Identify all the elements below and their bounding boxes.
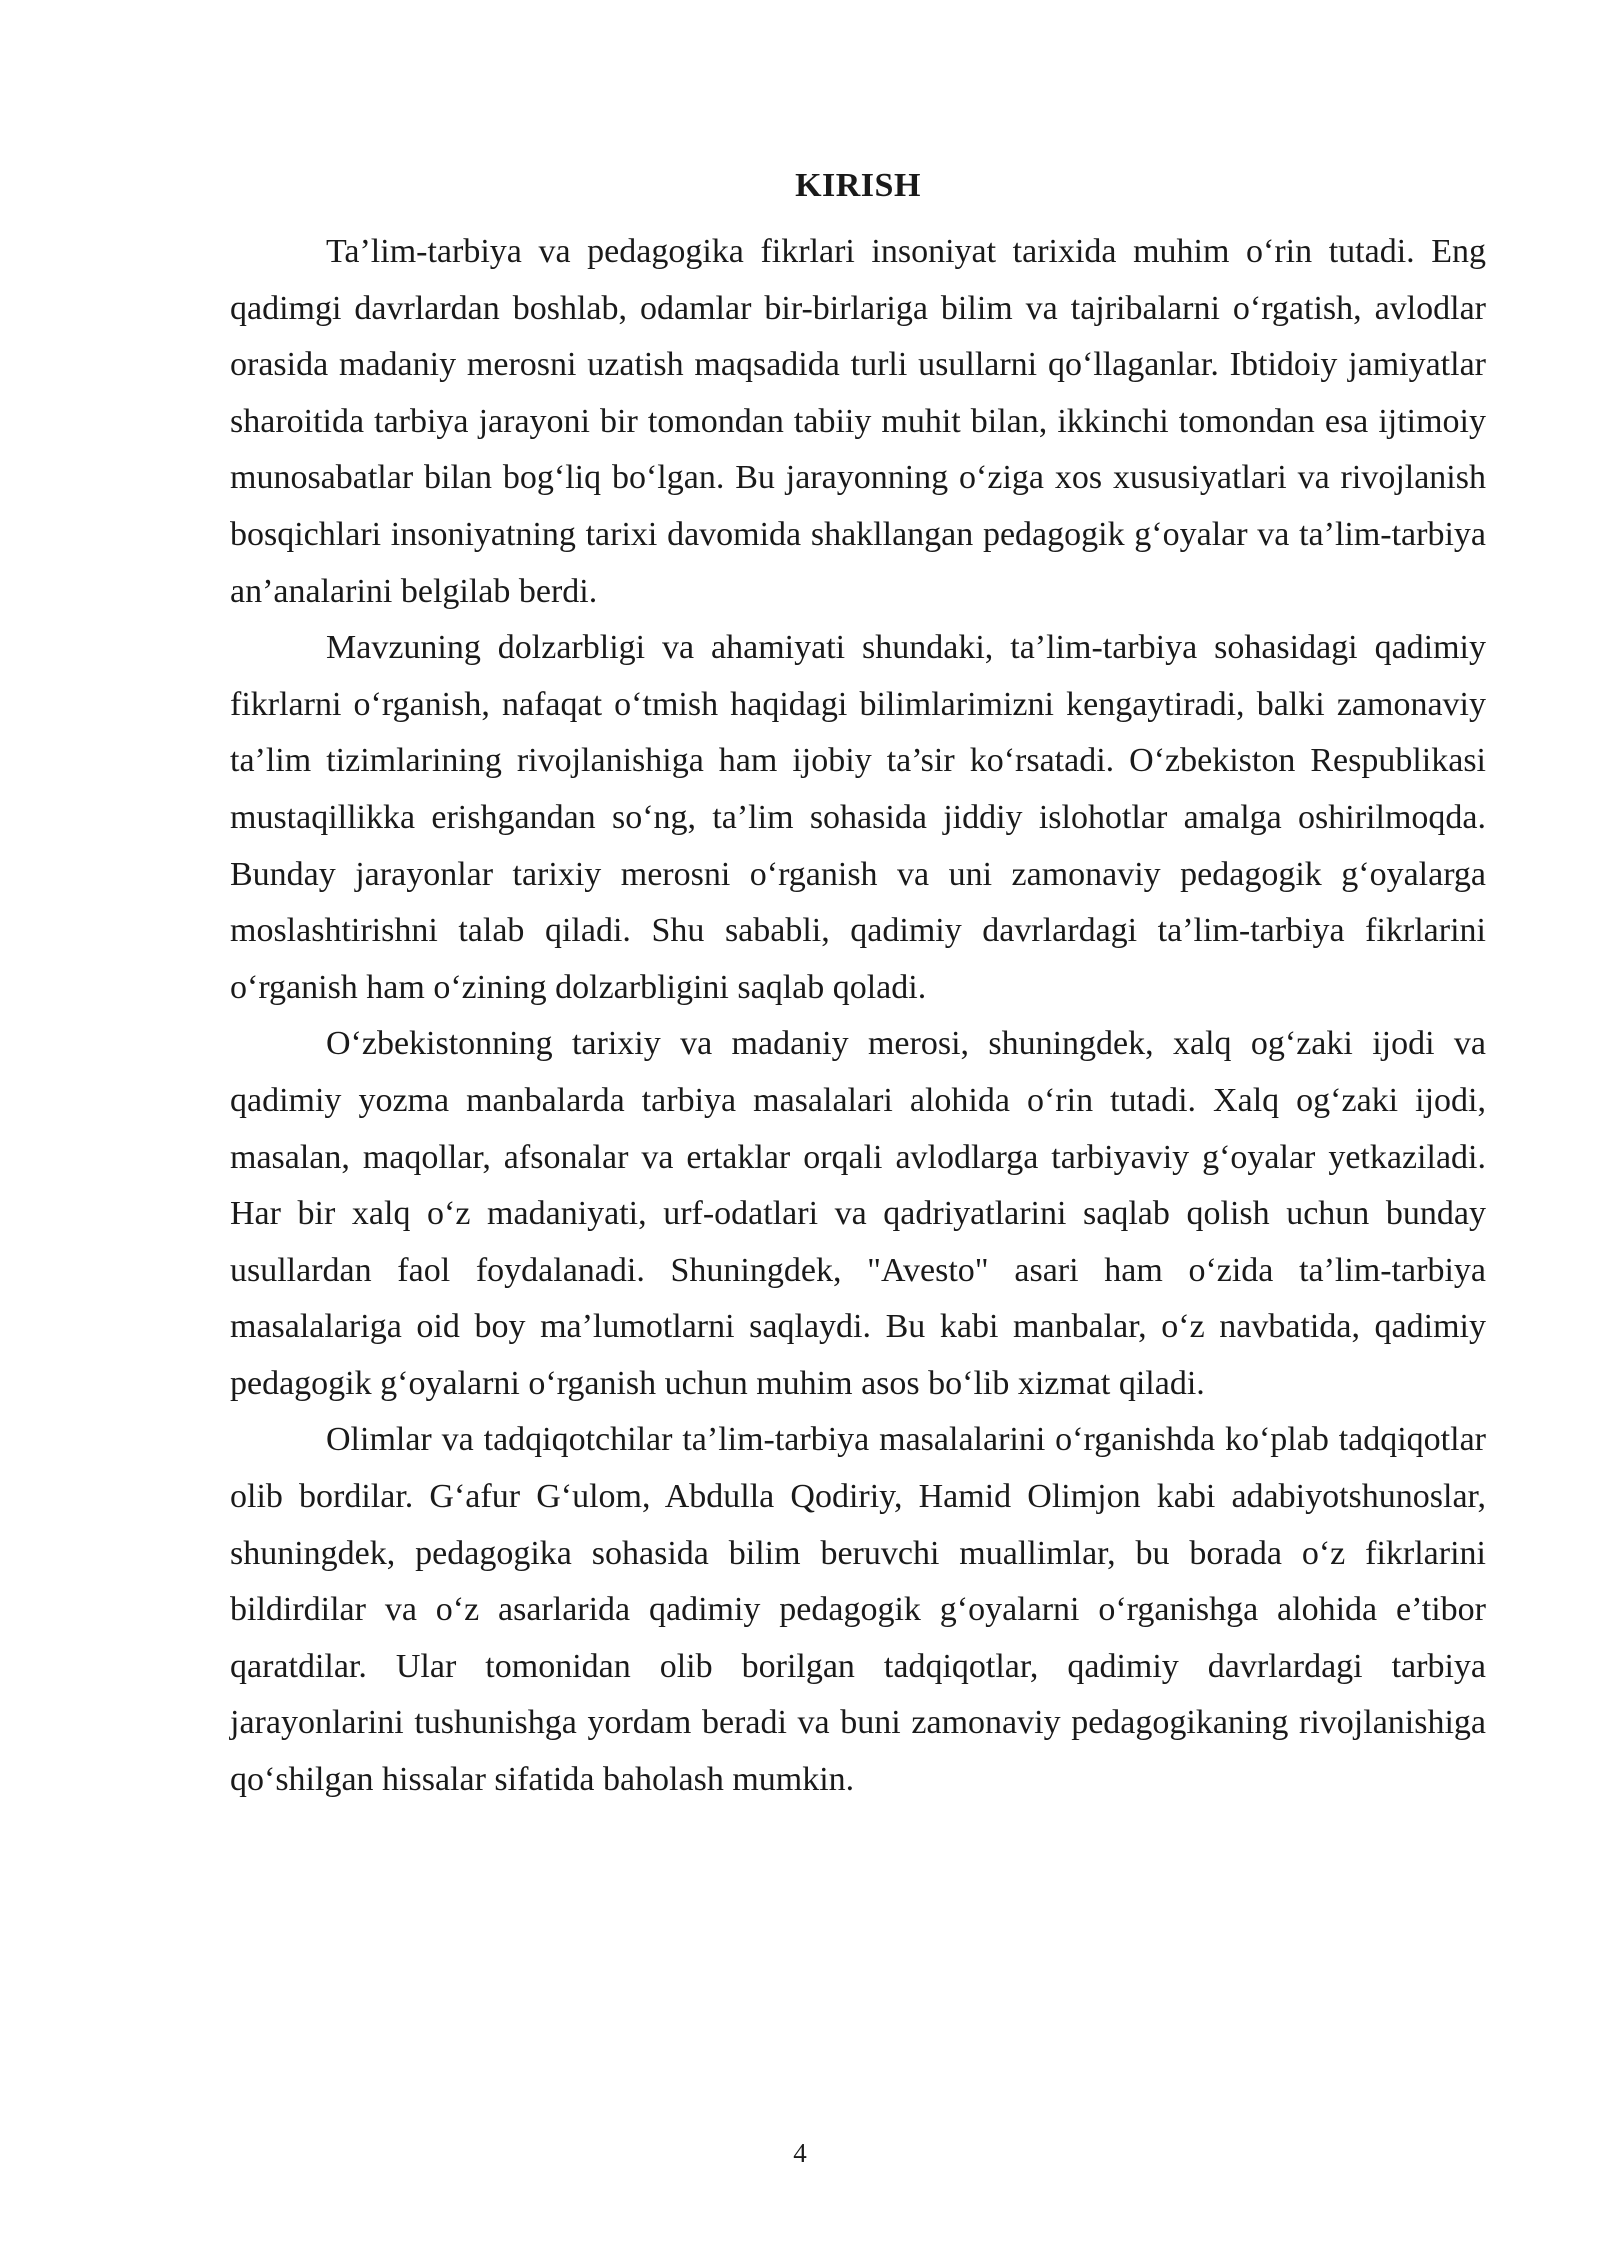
page-number: 4 (793, 2138, 807, 2168)
document-page (230, 160, 1486, 1809)
paragraph-relevance: Mavzuning dolzarbligi va ahamiyati shundaki, ta’lim-tarbiya sohasidagi qadimiy fikrlarni o‘rganish, nafaqat o‘tmish haqidagi bilimlarimizni kengaytiradi, balki zamonaviy ta’lim tizimlarining rivojlanishiga ham ijobiy ta’sir ko‘rsatadi. O‘zbekiston Respublikasi mustaqillikka erishgandan so‘ng, ta’lim sohasida jiddiy islohotlar amalga oshirilmoqda. Bunday jarayonlar tarixiy merosni o‘rganish va uni zamonaviy pedagogik g‘oyalarga moslashtirishni talab qiladi. Shu sababli, qadimiy davrlardagi ta’lim-tarbiya fikrlarini o‘rganish ham o‘zining dolzarbligini saqlab qoladi. (230, 629, 1486, 1006)
paragraph-heritage: O‘zbekistonning tarixiy va madaniy merosi, shuningdek, xalq og‘zaki ijodi va qadimiy yozma manbalarda tarbiya masalalari alohida o‘rin tutadi. Xalq og‘zaki ijodi, masalan, maqollar, afsonalar va ertaklar orqali avlodlarga tarbiyaviy g‘oyalar yetkaziladi. Har bir xalq o‘z madaniyati, urf-odatlari va qadriyatlarini saqlab qolish uchun bunday usullardan faol foydalanadi. Shuningdek, "Avesto" asari ham o‘zida ta’lim-tarbiya masalalariga oid boy ma’lumotlarni saqlaydi. Bu kabi manbalar, o‘z navbatida, qadimiy pedagogik g‘oyalarni o‘rganish uchun muhim asos bo‘lib xizmat qiladi. (230, 1025, 1486, 1402)
paragraph-intro: Ta’lim-tarbiya va pedagogika fikrlari insoniyat tarixida muhim o‘rin tutadi. Eng qadimgi davrlardan boshlab, odamlar bir-birlariga bilim va tajribalarni o‘rgatish, avlodlar orasida madaniy merosni uzatish maqsadida turli usullarni qo‘llaganlar. Ibtidoiy jamiyatlar sharoitida tarbiya jarayoni bir tomondan tabiiy muhit bilan, ikkinchi tomondan esa ijtimoiy munosabatlar bilan bog‘liq bo‘lgan. Bu jarayonning o‘ziga xos xususiyatlari va rivojlanish bosqichlari insoniyatning tarixi davomida shakllangan pedagogik g‘oyalar va ta’lim-tarbiya an’analarini belgilab berdi. (230, 233, 1486, 610)
paragraph-scholars: Olimlar va tadqiqotchilar ta’lim-tarbiya masalalarini o‘rganishda ko‘plab tadqiqotlar olib bordilar. G‘afur G‘ulom, Abdulla Qodiriy, Hamid Olimjon kabi adabiyotshunoslar, shuningdek, pedagogika sohasida bilim beruvchi muallimlar, bu borada o‘z fikrlarini bildirdilar va o‘z asarlarida qadimiy pedagogik g‘oyalarni o‘rganishga alohida e’tibor qaratdilar. Ular tomonidan olib borilgan tadqiqotlar, qadimiy davrlardagi tarbiya jarayonlarini tushunishga yordam beradi va buni zamonaviy pedagogikaning rivojlanishiga qo‘shilgan hissalar sifatida baholash mumkin. (230, 1421, 1486, 1799)
section-title: KIRISH (795, 167, 921, 204)
